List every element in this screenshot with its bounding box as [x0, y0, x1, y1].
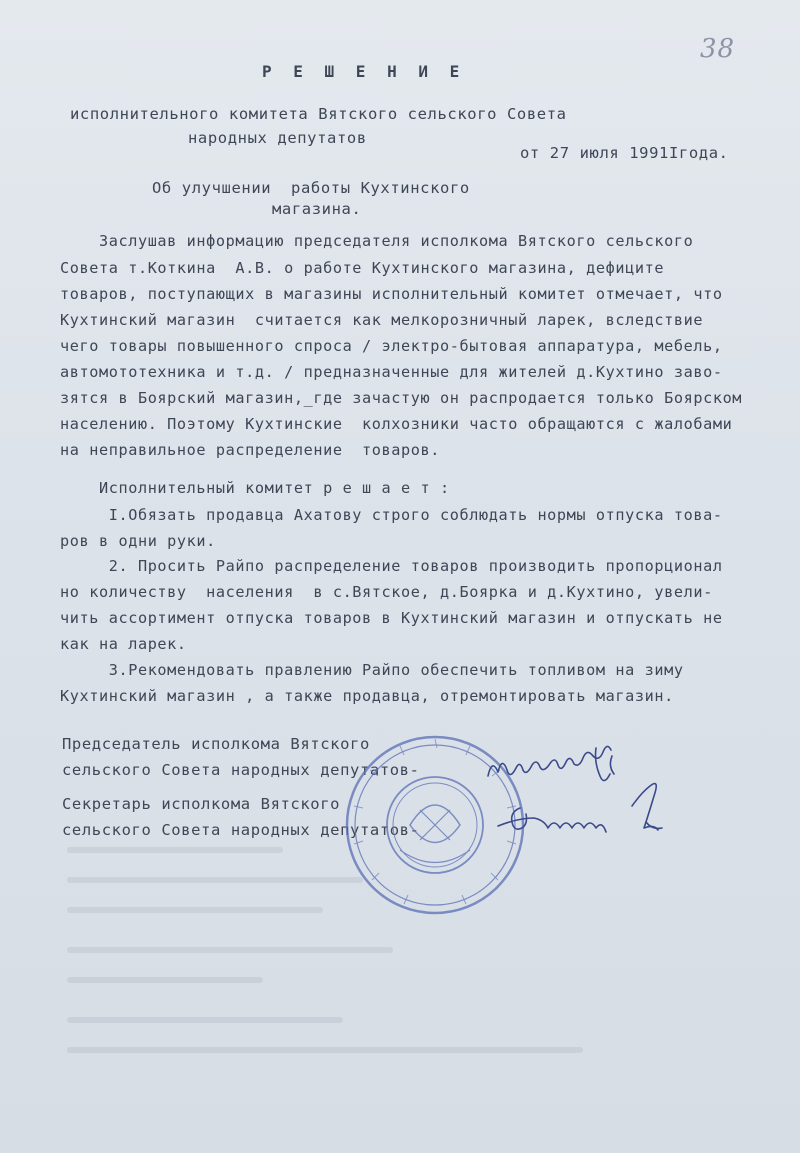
body-line: товаров, поступающих в магазины исполнительный комитет отмечает, что [60, 285, 723, 303]
document-date: от 27 июля 1991Iгода. [520, 144, 729, 162]
document-title: Р Е Ш Е Н И Е [262, 62, 466, 81]
decision-line: как на ларек. [60, 635, 187, 653]
decision-line: 3.Рекомендовать правлению Райпо обеспечить топливом на зиму [60, 661, 684, 679]
secretary-title-line-1: Секретарь исполкома Вятского [62, 795, 341, 813]
body-line: Заслушав информацию председателя исполкома Вятского сельского [60, 232, 694, 250]
decision-line: I.Обязать продавца Ахатову строго соблюдать нормы отпуска това- [60, 506, 723, 524]
decision-intro: Исполнительный комитет р е ш а е т : [60, 479, 450, 497]
subject-line-2: магазина. [272, 200, 362, 218]
issuer-line-2: народных депутатов [188, 129, 367, 147]
secretary-title-line-2: сельского Совета народных депутатов- [62, 821, 420, 839]
decision-line: чить ассортимент отпуска товаров в Кухтинский магазин и отпускать не [60, 609, 723, 627]
decision-line: 2. Просить Райпо распределение товаров производить пропорционал [60, 557, 723, 575]
official-seal-stamp [340, 730, 530, 920]
body-line: Кухтинский магазин считается как мелкорозничный ларек, вследствие [60, 311, 704, 329]
chair-title-line-2: сельского Совета народных депутатов- [62, 761, 420, 779]
issuer-line-1: исполнительного комитета Вятского сельского Совета [70, 105, 567, 123]
decision-line: ров в одни руки. [60, 532, 216, 550]
chair-title-line-1: Председатель исполкома Вятского [62, 735, 370, 753]
subject-line-1: Об улучшении работы Кухтинского [152, 179, 470, 197]
decision-line: Кухтинский магазин , а также продавца, отремонтировать магазин. [60, 687, 674, 705]
body-line: населению. Поэтому Кухтинские колхозники часто обращаются с жалобами [60, 415, 733, 433]
body-line: зятся в Боярский магазин,_где зачастую он распродается только Боярском [60, 389, 743, 407]
archive-page-number: 38 [700, 34, 736, 64]
body-line: на неправильное распределение товаров. [60, 441, 441, 459]
body-line: чего товары повышенного спроса / электро-бытовая аппаратура, мебель, [60, 337, 723, 355]
body-line: автомототехника и т.д. / предназначенные для жителей д.Кухтино заво- [60, 363, 723, 381]
body-line: Совета т.Коткина А.В. о работе Кухтинского магазина, дефиците [60, 259, 665, 277]
decision-line: но количеству населения в с.Вятское, д.Боярка и д.Кухтино, увели- [60, 583, 713, 601]
